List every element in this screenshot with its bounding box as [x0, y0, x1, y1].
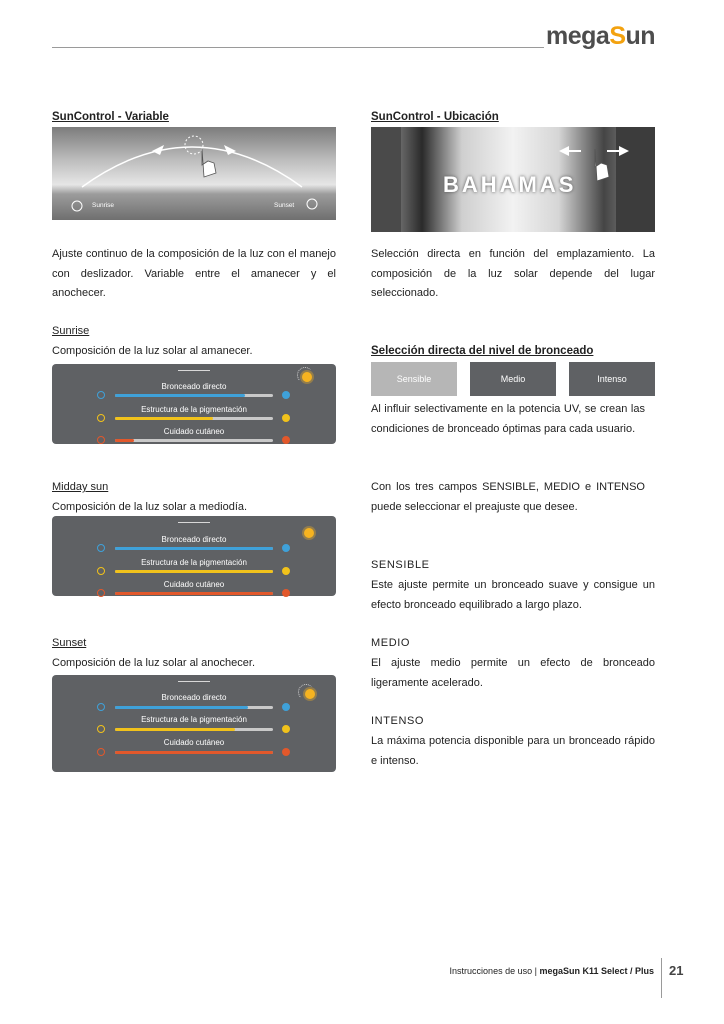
bahamas-location-image	[371, 127, 655, 232]
cuidado-slider[interactable]	[115, 439, 273, 442]
medio-text: El ajuste medio permite un efecto de bronceado ligeramente acelerado.	[371, 657, 655, 689]
medio-button[interactable]: Medio	[470, 362, 556, 396]
suncontrol-ubicacion-heading: SunControl - Ubicación	[371, 111, 499, 123]
sunset-control-panel	[52, 675, 336, 772]
nivel-bronceado-heading: Selección directa del nivel de bronceado	[371, 345, 594, 357]
sunrise-control-panel	[52, 364, 336, 444]
ubicacion-description: Selección directa en función del emplazamiento. La composición de la luz solar depende del lugar seleccionado.	[371, 248, 655, 299]
pigmentacion-slider[interactable]	[115, 728, 273, 731]
cuidado-min-dot	[97, 436, 105, 444]
midday-label: Midday sun	[52, 481, 109, 493]
bahamas-label: BAHAMAS	[443, 172, 577, 197]
pigmentacion-slider[interactable]	[115, 570, 273, 573]
sunset-image-label: Sunset	[274, 202, 295, 209]
bronceado-min-dot	[97, 703, 105, 711]
midday-control-panel	[52, 516, 336, 596]
cuidado-max-dot	[282, 589, 290, 597]
sunrise-caption: Composición de la luz solar al amanecer.	[52, 345, 253, 357]
pigmentacion-max-dot	[282, 567, 290, 575]
bronceado-min-dot	[97, 391, 105, 399]
cuidado-slider[interactable]	[115, 592, 273, 595]
sunset-label: Sunset	[52, 637, 87, 649]
sensible-text: Este ajuste permite un bronceado suave y consigue un efecto bronceado equilibrado a largo plazo.	[371, 579, 655, 611]
pigmentacion-label: Estructura de la pigmentación	[141, 405, 247, 414]
pigmentacion-label: Estructura de la pigmentación	[141, 715, 247, 724]
bronceado-slider[interactable]	[115, 547, 273, 550]
pigmentacion-slider[interactable]	[115, 417, 273, 420]
sunrise-label: Sunrise	[52, 325, 90, 337]
bronceado-directo-label: Bronceado directo	[161, 693, 227, 702]
cuidado-label: Cuidado cutáneo	[163, 738, 225, 747]
suncontrol-variable-heading: SunControl - Variable	[52, 111, 169, 123]
sensible-title: SENSIBLE	[371, 559, 430, 571]
sensible-button[interactable]: Sensible	[371, 362, 457, 396]
sunrise-image-label: Sunrise	[92, 202, 115, 209]
bronceado-min-dot	[97, 544, 105, 552]
uv-description: Al influir selectivamente en la potencia UV, se crean las condiciones de bronceado óptimas para cada usuario.	[371, 403, 645, 435]
sunset-caption: Composición de la luz solar al anochecer.	[52, 657, 256, 669]
header-rule	[52, 47, 544, 48]
bronceado-max-dot	[282, 544, 290, 552]
cuidado-max-dot	[282, 436, 290, 444]
footer-rule	[661, 958, 662, 998]
sunrise-sunset-image	[52, 127, 336, 220]
bronceado-slider[interactable]	[115, 394, 273, 397]
sun-icon[interactable]	[302, 372, 312, 382]
pigmentacion-max-dot	[282, 725, 290, 733]
pigmentacion-label: Estructura de la pigmentación	[141, 558, 247, 567]
cuidado-max-dot	[282, 748, 290, 756]
panel-handle[interactable]	[178, 681, 210, 682]
cuidado-min-dot	[97, 589, 105, 597]
cuidado-label: Cuidado cutáneo	[163, 580, 225, 589]
bronceado-slider[interactable]	[115, 706, 273, 709]
intenso-button[interactable]: Intenso	[569, 362, 655, 396]
panel-handle[interactable]	[178, 522, 210, 523]
intenso-text: La máxima potencia disponible para un bronceado rápido e intenso.	[371, 735, 655, 767]
cuidado-min-dot	[97, 748, 105, 756]
pigmentacion-min-dot	[97, 414, 105, 422]
page-number: 21	[669, 963, 684, 978]
intenso-title: INTENSO	[371, 715, 425, 727]
bronceado-directo-label: Bronceado directo	[161, 535, 227, 544]
megasun-logo: megaSun	[546, 22, 656, 50]
cuidado-slider[interactable]	[115, 751, 273, 754]
pigmentacion-min-dot	[97, 725, 105, 733]
pigmentacion-min-dot	[97, 567, 105, 575]
medio-title: MEDIO	[371, 637, 411, 649]
footer-text: Instrucciones de uso | megaSun K11 Select / Plus	[449, 966, 654, 976]
variable-description: Ajuste continuo de la composición de la luz con el manejo con deslizador. Variable entre el amanecer y el anochecer.	[52, 248, 336, 299]
cuidado-label: Cuidado cutáneo	[163, 427, 225, 436]
bronceado-directo-label: Bronceado directo	[161, 382, 227, 391]
pigmentacion-max-dot	[282, 414, 290, 422]
panel-handle[interactable]	[178, 370, 210, 371]
midday-caption: Composición de la luz solar a mediodía.	[52, 501, 248, 513]
fields-description: Con los tres campos SENSIBLE, MEDIO e INTENSO puede seleccionar el preajuste que desee.	[371, 481, 645, 513]
bronceado-max-dot	[282, 391, 290, 399]
bronceado-max-dot	[282, 703, 290, 711]
